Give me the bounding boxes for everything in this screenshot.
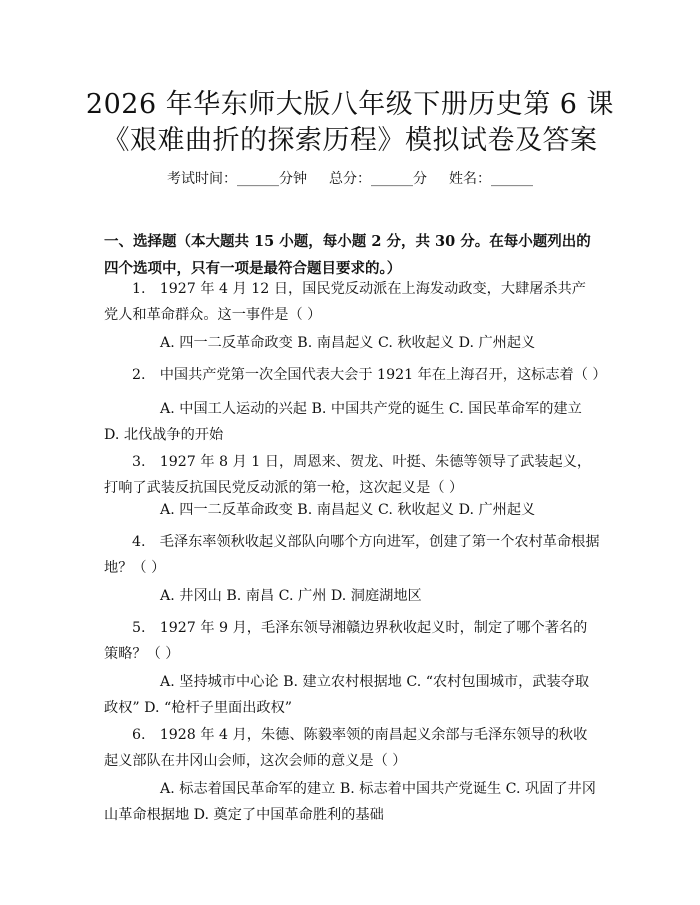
question-4-stem: 4. 毛泽东率领秋收起义部队向哪个方向进军，创建了第一个农村革命根据地？（ ） (104, 534, 600, 576)
exam-name: 姓名：______ (449, 171, 533, 187)
question-2-stem: 2. 中国共产党第一次全国代表大会于 1921 年在上海召开，这标志着（ ） (132, 367, 607, 383)
question-4-options: A. 井冈山 B. 南昌 C. 广州 D. 洞庭湖地区 (160, 588, 422, 604)
question-3-options: A. 四一二反革命政变 B. 南昌起义 C. 秋收起义 D. 广州起义 (160, 502, 536, 518)
document-title-line-2: 《艰难曲折的探索历程》模拟试卷及答案 (102, 125, 598, 156)
exam-info (0, 169, 700, 189)
question-3-stem: 3. 1927 年 8 月 1 日，周恩来、贺龙、叶挺、朱德等领导了武装起义，打响了武装反抗国民党反动派的第一枪，这次起义是（ ） (104, 454, 592, 496)
question-2-options: A. 中国工人运动的兴起 B. 中国共产党的诞生 C. 国民革命军的建立 D. 北伐战争的开始 (104, 401, 582, 443)
exam-time: 考试时间：______分钟 (167, 171, 307, 187)
exam-total-score: 总分：______分 (329, 171, 427, 187)
section-heading: 一、选择题（本大题共 15 小题，每小题 2 分，共 30 分。在每小题列出的四个选项中，只有一项是最符合题目要求的。） (104, 233, 591, 277)
question-5-options: A. 坚持城市中心论 B. 建立农村根据地 C. “农村包围城市，武装夺取政权” D. “枪杆子里面出政权” (104, 674, 590, 716)
question-1-stem: 1. 1927 年 4 月 12 日，国民党反动派在上海发动政变，大肆屠杀共产党人和革命群众。这一事件是（ ） (104, 281, 586, 323)
question-1-options: A. 四一二反革命政变 B. 南昌起义 C. 秋收起义 D. 广州起义 (160, 335, 536, 351)
question-6-options: A. 标志着国民革命军的建立 B. 标志着中国共产党诞生 C. 巩固了井冈山革命根据地 D. 奠定了中国革命胜利的基础 (104, 781, 596, 823)
document-title-line-1: 2026 年华东师大版八年级下册历史第 6 课 (85, 89, 615, 120)
question-6-stem: 6. 1928 年 4 月，朱德、陈毅率领的南昌起义余部与毛泽东领导的秋收起义部队在井冈山会师，这次会师的意义是（ ） (104, 727, 588, 769)
question-5-stem: 5. 1927 年 9 月，毛泽东领导湘赣边界秋收起义时，制定了哪个著名的策略？（ ） (104, 620, 588, 662)
